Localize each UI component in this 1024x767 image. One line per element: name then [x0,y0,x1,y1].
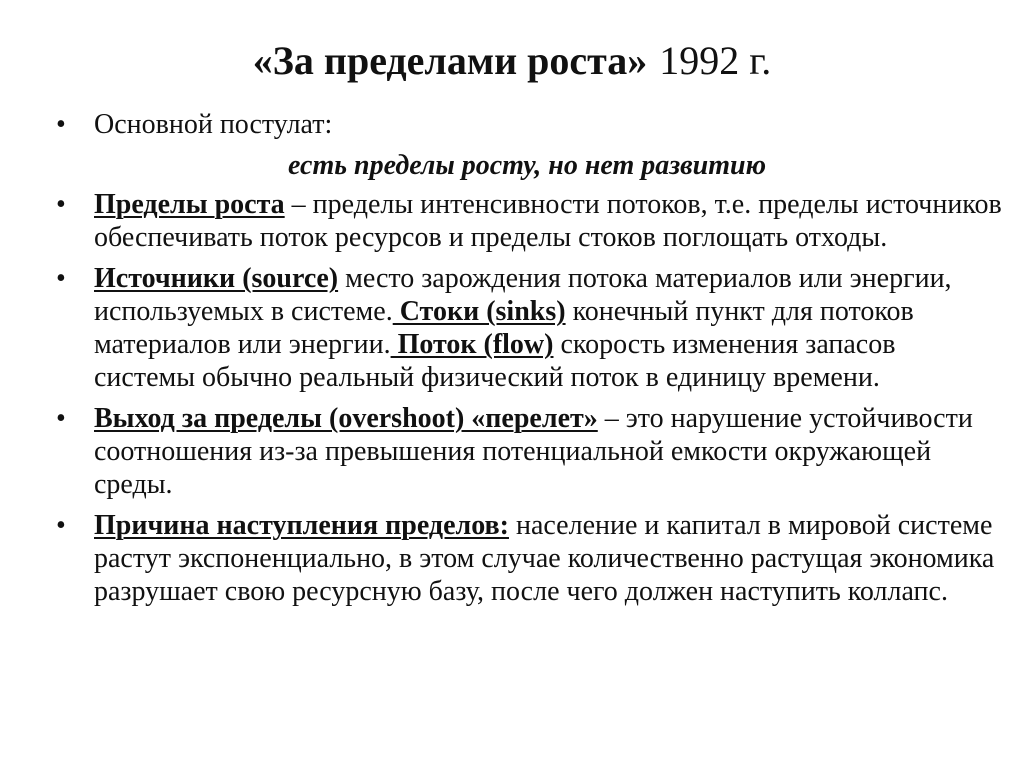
term-limits: Пределы роста [94,189,285,220]
list-item-cause [52,509,1002,608]
postulate-statement: есть пределы росту, но нет развитию [287,150,767,181]
definition-limits: – пределы интенсивности потоков, т.е. пределы источников обеспечивать поток ресурсов и пределы стоков поглощать отходы. [94,189,1002,253]
bullet-icon: • [56,109,66,140]
bullet-icon: • [56,510,66,541]
title-main: «За пределами роста» [252,38,648,83]
definition-sources: место зарождения потока материалов или энергии, используемых в системе. [94,263,952,327]
slide-title [0,36,1024,86]
list-item-postulate [52,108,1002,141]
term-sinks: Стоки (sinks) [392,296,566,327]
bullet-icon: • [56,263,66,294]
definition-sinks: конечный пункт для потоков материалов или энергии. [94,296,914,360]
list-item-limits [52,188,1002,254]
term-overshoot: Выход за пределы (overshoot) «перелет» [94,403,598,434]
title-year: 1992 г. [659,38,772,83]
bullet-icon: • [56,189,66,220]
list-item-overshoot [52,402,1002,501]
term-cause: Причина наступления пределов: [94,510,509,541]
definition-flow: скорость изменения запасов системы обычно реальный физический поток в единицу времени. [94,329,896,393]
postulate-label: Основной постулат: [94,109,333,140]
term-flow: Поток (flow) [390,329,554,360]
bullet-icon: • [56,403,66,434]
term-sources: Источники (source) [94,263,339,294]
definition-cause: население и капитал в мировой системе растут экспоненциально, в этом случае количественно растущая экономика разрушает свою ресурсную базу, после чего должен наступить коллапс. [94,510,995,607]
list-item-sources [52,262,1002,394]
definition-overshoot: – это нарушение устойчивости соотношения из-за превышения потенциальной емкости окружающей среды. [94,403,973,500]
bullet-list [52,108,1002,616]
